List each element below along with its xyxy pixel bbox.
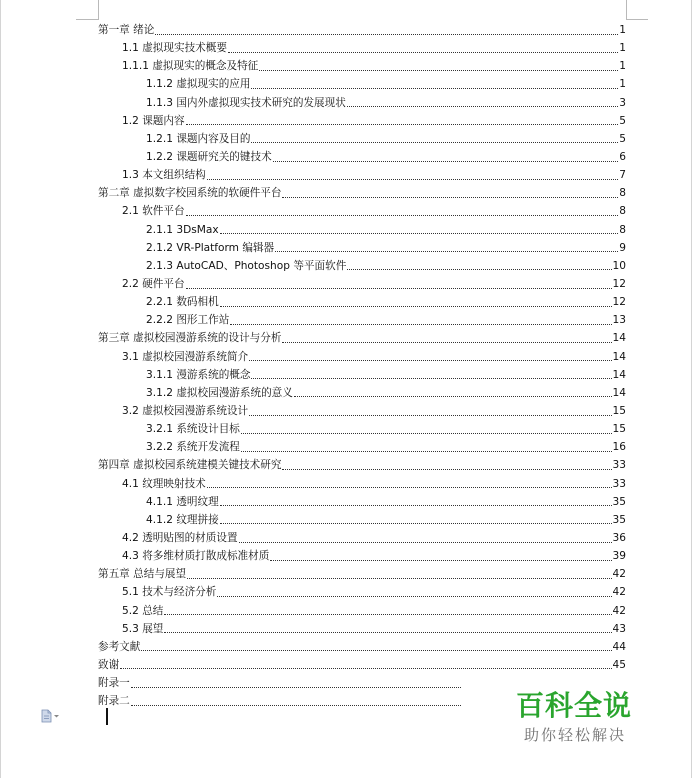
- toc-entry-text: 4.1 纹理映射技术: [122, 477, 206, 490]
- toc-entry[interactable]: [98, 547, 626, 565]
- toc-dot-leader: [239, 542, 612, 543]
- toc-entry[interactable]: [98, 202, 626, 220]
- toc-entry-page: 15: [612, 405, 626, 418]
- toc-entry-text: 第三章 虚拟校园漫游系统的设计与分析: [98, 332, 282, 345]
- toc-entry-text: 3.2.1 系统设计目标: [146, 423, 240, 436]
- toc-entry-page: 36: [612, 532, 626, 544]
- toc-entry-text: 致谢: [98, 658, 120, 671]
- toc-entry[interactable]: [98, 275, 626, 293]
- toc-entry-page: 42: [612, 586, 626, 599]
- toc-dot-leader: [220, 233, 619, 234]
- toc-entry-text: 1.3 本文组织结构: [122, 169, 206, 182]
- toc-dot-leader: [186, 288, 612, 289]
- toc-entry[interactable]: [98, 112, 626, 130]
- toc-entry[interactable]: [98, 620, 626, 638]
- toc-entry[interactable]: [98, 420, 626, 438]
- toc-entry-page: 8: [619, 205, 626, 218]
- toc-entry-text: 2.2.1 数码相机: [146, 296, 219, 309]
- toc-dot-leader: [241, 433, 612, 434]
- toc-entry-text: 3.2 虚拟校园漫游系统设计: [122, 405, 249, 418]
- toc-dot-leader: [259, 70, 618, 71]
- watermark-title: 百科全说: [516, 689, 633, 722]
- toc-entry[interactable]: [98, 493, 626, 511]
- toc-entry-page: 1: [619, 42, 626, 55]
- toc-dot-leader: [230, 324, 611, 325]
- toc-entry-page: 7: [619, 169, 626, 182]
- toc-dot-leader: [186, 124, 619, 125]
- toc-entry-text: 3.1.1 漫游系统的概念: [146, 368, 251, 381]
- toc-entry-text: 1.2.1 课题内容及目的: [146, 132, 251, 145]
- toc-entry-page: 12: [612, 296, 626, 309]
- toc-entry-text: 2.1.3 AutoCAD、Photoshop 等平面软件: [146, 259, 347, 272]
- toc-dot-leader: [251, 142, 618, 143]
- toc-entry-text: 附录二: [98, 695, 130, 708]
- document-options-icon[interactable]: [40, 709, 60, 723]
- toc-dot-leader: [270, 560, 611, 561]
- toc-entry-page: 14: [612, 350, 626, 363]
- toc-entry-page: 14: [612, 386, 626, 399]
- toc-dot-leader: [249, 415, 611, 416]
- toc-entry-page: 6: [619, 151, 626, 164]
- toc-dot-leader: [220, 523, 612, 524]
- toc-entry[interactable]: [98, 656, 626, 674]
- toc-entry-text: 3.1.2 虚拟校园漫游系统的意义: [146, 386, 293, 399]
- toc-entry-text: 1.1.1 虚拟现实的概念及特征: [122, 60, 259, 73]
- toc-entry-text: 4.3 将多维材质打散成标准材质: [122, 550, 270, 563]
- toc-entry[interactable]: [98, 638, 626, 656]
- toc-entry-page: 5: [619, 114, 626, 127]
- toc-entry-text: 第一章 绪论: [98, 24, 155, 37]
- toc-entry-text: 5.3 展望: [122, 622, 164, 635]
- toc-entry[interactable]: [98, 511, 626, 529]
- toc-dot-leader: [131, 705, 461, 706]
- toc-dot-leader: [155, 34, 618, 35]
- toc-entry[interactable]: [98, 438, 626, 456]
- toc-entry[interactable]: [98, 456, 626, 474]
- page-left-edge: [0, 0, 1, 778]
- toc-entry-text: 1.2.2 课题研究关的键技术: [146, 151, 272, 164]
- text-cursor: [106, 708, 108, 725]
- toc-dot-leader: [251, 88, 618, 89]
- toc-dot-leader: [131, 687, 461, 688]
- toc-entry-text: 2.2 硬件平台: [122, 278, 185, 291]
- toc-entry[interactable]: [98, 366, 626, 384]
- toc-entry-page: 35: [612, 495, 626, 508]
- toc-entry-text: 1.1.2 虚拟现实的应用: [146, 78, 251, 91]
- toc-dot-leader: [347, 269, 611, 270]
- toc-entry-page: 5: [619, 132, 626, 145]
- toc-dot-leader: [273, 161, 619, 162]
- toc-entry[interactable]: [98, 257, 626, 275]
- toc-entry-page: 14: [612, 332, 626, 345]
- toc-entry-text: 2.1.1 3DsMax: [146, 223, 219, 236]
- toc-dot-leader: [207, 179, 618, 180]
- toc-entry[interactable]: [98, 239, 626, 257]
- crop-mark-top-left-v: [98, 0, 99, 20]
- toc-dot-leader: [275, 251, 618, 252]
- toc-entry-text: 1.1.3 国内外虚拟现实技术研究的发展现状: [146, 96, 346, 109]
- toc-dot-leader: [220, 505, 612, 506]
- toc-entry[interactable]: [98, 583, 626, 601]
- toc-entry-text: 2.1.2 VR-Platform 编辑器: [146, 241, 275, 254]
- toc-entry-page: 3: [619, 96, 626, 109]
- toc-entry[interactable]: [98, 311, 626, 329]
- toc-entry-page: 1: [619, 60, 626, 73]
- toc-entry-page: 35: [612, 513, 626, 526]
- toc-entry[interactable]: [98, 329, 626, 347]
- toc-entry-text: 4.1.2 纹理拼接: [146, 513, 219, 526]
- toc-entry-text: 第四章 虚拟校园系统建模关键技术研究: [98, 459, 282, 472]
- toc-entry-page: 13: [612, 314, 626, 327]
- toc-entry-text: 1.2 课题内容: [122, 114, 185, 127]
- toc-entry-page: 33: [612, 477, 626, 490]
- toc-dot-leader: [294, 396, 612, 397]
- toc-dot-leader: [207, 487, 612, 488]
- toc-entry-page: 1: [619, 78, 626, 91]
- toc-dot-leader: [249, 360, 611, 361]
- crop-mark-top-left-h: [76, 19, 98, 20]
- toc-entry[interactable]: [98, 184, 626, 202]
- toc-entry-text: 1.1 虚拟现实技术概要: [122, 42, 227, 55]
- toc-dot-leader: [141, 650, 611, 651]
- toc-entry-text: 附录一: [98, 677, 130, 690]
- toc-entry-text: 3.1 虚拟校园漫游系统简介: [122, 350, 249, 363]
- toc-entry[interactable]: [98, 130, 626, 148]
- toc-entry[interactable]: [98, 384, 626, 402]
- toc-entry-text: 4.1.1 透明纹理: [146, 495, 219, 508]
- toc-entry-text: 5.2 总结: [122, 604, 164, 617]
- toc-entry-page: 43: [612, 622, 626, 635]
- toc-dot-leader: [347, 106, 618, 107]
- toc-entry[interactable]: [98, 39, 626, 57]
- toc-entry[interactable]: [98, 148, 626, 166]
- toc-entry-page: 1: [619, 24, 626, 37]
- toc-dot-leader: [241, 451, 612, 452]
- toc-dot-leader: [228, 52, 618, 53]
- toc-entry-page: 42: [612, 568, 626, 581]
- toc-entry-page: 9: [619, 241, 626, 254]
- crop-mark-top-right-h: [626, 19, 648, 20]
- toc-dot-leader: [251, 378, 611, 379]
- toc-dot-leader: [120, 668, 611, 669]
- toc-entry[interactable]: [98, 348, 626, 366]
- toc-entry-text: 2.2.2 图形工作站: [146, 314, 230, 327]
- toc-entry[interactable]: [98, 475, 626, 493]
- toc-entry-page: 10: [612, 259, 626, 272]
- toc-entry-page: 33: [612, 459, 626, 472]
- toc-dot-leader: [164, 614, 611, 615]
- toc-entry[interactable]: [98, 221, 626, 239]
- toc-entry-page: 16: [612, 441, 626, 454]
- toc-dot-leader: [164, 632, 611, 633]
- toc-entry[interactable]: [98, 565, 626, 583]
- toc-entry[interactable]: [98, 529, 626, 547]
- watermark-subtitle: 助你轻松解决: [524, 726, 627, 744]
- crop-mark-top-right-v: [626, 0, 627, 20]
- toc-entry-page: 45: [612, 658, 626, 671]
- toc-entry-text: 2.1 软件平台: [122, 205, 185, 218]
- table-of-contents: [98, 21, 626, 710]
- toc-entry[interactable]: [98, 602, 626, 620]
- toc-dot-leader: [217, 596, 611, 597]
- toc-entry[interactable]: [98, 75, 626, 93]
- toc-dot-leader: [282, 469, 611, 470]
- toc-entry-page: 8: [619, 187, 626, 200]
- toc-entry-text: 第二章 虚拟数字校园系统的软硬件平台: [98, 187, 282, 200]
- toc-dot-leader: [282, 342, 611, 343]
- toc-entry-page: 39: [612, 550, 626, 563]
- toc-dot-leader: [220, 306, 612, 307]
- toc-entry[interactable]: [98, 166, 626, 184]
- toc-entry-text: 5.1 技术与经济分析: [122, 586, 217, 599]
- toc-entry-page: 8: [619, 223, 626, 236]
- toc-entry-page: 15: [612, 423, 626, 436]
- toc-entry-text: 4.2 透明贴图的材质设置: [122, 532, 238, 544]
- toc-entry-page: 12: [612, 278, 626, 291]
- toc-entry-page: 44: [612, 640, 626, 653]
- toc-entry[interactable]: [98, 21, 626, 39]
- toc-entry-text: 第五章 总结与展望: [98, 568, 187, 581]
- toc-dot-leader: [282, 197, 618, 198]
- toc-entry[interactable]: [98, 94, 626, 112]
- toc-entry-text: 3.2.2 系统开发流程: [146, 441, 240, 454]
- toc-entry[interactable]: [98, 57, 626, 75]
- toc-entry-page: 42: [612, 604, 626, 617]
- toc-entry-page: 14: [612, 368, 626, 381]
- toc-entry[interactable]: [98, 402, 626, 420]
- toc-entry[interactable]: [98, 293, 626, 311]
- toc-dot-leader: [187, 578, 611, 579]
- toc-dot-leader: [186, 215, 619, 216]
- toc-entry-text: 参考文献: [98, 640, 141, 653]
